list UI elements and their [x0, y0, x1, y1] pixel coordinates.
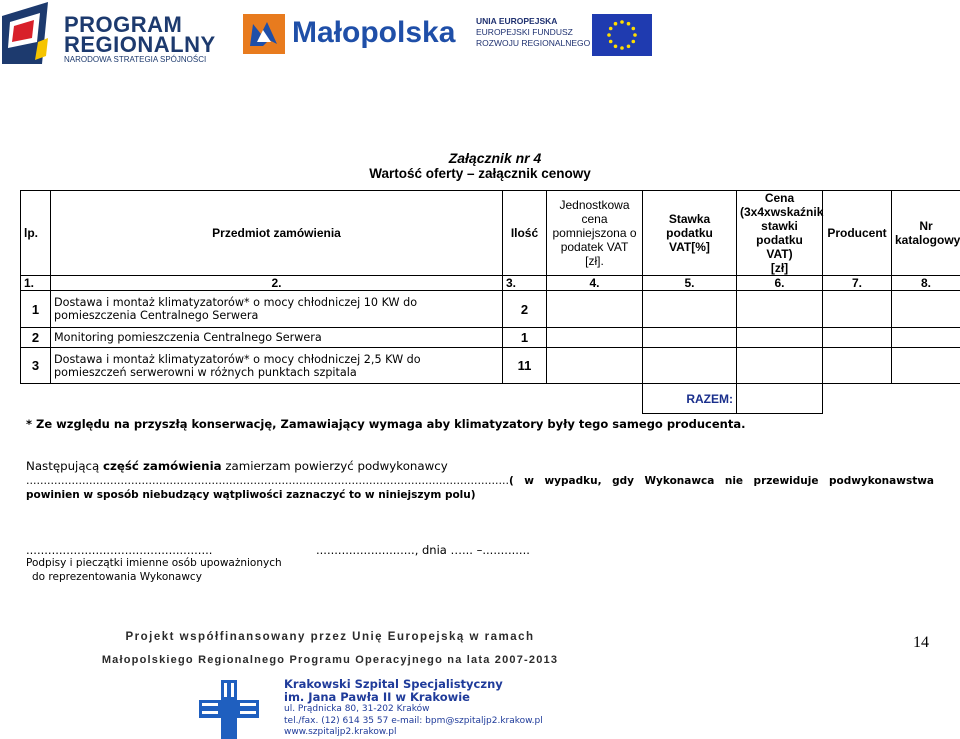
subcontract-bold: część zamówienia: [103, 459, 222, 473]
signature-caption: [26, 556, 282, 584]
row-unit-price-cell[interactable]: [547, 291, 643, 328]
total-label: RAZEM:: [643, 384, 737, 414]
malopolska-emblem-icon: [243, 14, 285, 54]
table-header-row: [21, 191, 960, 276]
subcontract-sentence: [26, 459, 448, 473]
col-number: 6.: [737, 276, 823, 291]
page-number: 14: [913, 634, 929, 651]
hospital-info: [284, 678, 543, 739]
header-price-l1: Cena: [764, 191, 795, 205]
row-price-cell[interactable]: [737, 348, 823, 384]
col-number: 5.: [643, 276, 737, 291]
place-date-line[interactable]: ..........................., dnia …... –.............: [316, 543, 530, 557]
row-price-cell[interactable]: [737, 328, 823, 348]
row-qty: 11: [503, 348, 547, 384]
row-description-line: Dostawa i montaż klimatyzatorów* o mocy chłodniczej 2,5 KW do: [54, 352, 421, 366]
table-total-row: [21, 384, 960, 414]
subcontract-note: ( w wypadku, gdy Wykonawca nie przewiduje podwykonawstwa powinien w sposób niebudzący wątpliwości zaznaczyć to w niniejszym polu): [26, 475, 934, 501]
header-unit-price-l3: podatek VAT: [560, 240, 629, 254]
row-lp: 2: [21, 328, 51, 348]
signature-dots[interactable]: ...................................................: [26, 543, 213, 557]
col-number: 2.: [51, 276, 503, 291]
star-note: * Ze względu na przyszłą konserwację, Zamawiający wymaga aby klimatyzatory były tego samego producenta.: [26, 417, 746, 431]
header-price-l5: [zł]: [770, 261, 789, 275]
row-unit-price-cell[interactable]: [547, 348, 643, 384]
header-catalog-l2: katalogowy: [895, 233, 960, 247]
total-value-cell[interactable]: [737, 384, 823, 414]
row-description: [51, 348, 503, 384]
program-logo-line1: PROGRAM: [64, 12, 183, 37]
header-unit-price-l1: Jednostkowa cena: [559, 198, 630, 226]
hospital-cross-icon: [199, 680, 259, 739]
header-lp: lp.: [21, 191, 51, 276]
eu-logo-line3: ROZWOJU REGIONALNEGO: [476, 38, 591, 48]
row-description-line: pomieszczenia Centralnego Serwera: [54, 309, 259, 322]
col-number: 8.: [892, 276, 960, 291]
row-vat-rate-cell[interactable]: [643, 328, 737, 348]
subcontract-suffix: zamierzam powierzyć podwykonawcy: [221, 459, 448, 473]
row-description-line: Monitoring pomieszczenia Centralnego Serwera: [54, 331, 322, 344]
row-catalog-cell[interactable]: [892, 291, 960, 328]
table-row: [21, 348, 960, 384]
program-regionalny-logo: [2, 2, 214, 64]
row-lp: 1: [21, 291, 51, 328]
hospital-name-line1: Krakowski Szpital Specjalistyczny: [284, 677, 503, 691]
header-unit-price-l2: pomniejszona o: [552, 226, 637, 240]
col-number: 7.: [823, 276, 892, 291]
hospital-address: ul. Prądnicka 80, 31-202 Kraków: [284, 704, 430, 714]
subcontract-prefix: Następującą: [26, 459, 104, 473]
header-catalog: [892, 191, 960, 276]
col-number: 1.: [21, 276, 51, 291]
eu-flag-icon: [592, 14, 652, 56]
row-description: [51, 291, 503, 328]
row-description: [51, 328, 503, 348]
row-producer-cell[interactable]: [823, 291, 892, 328]
table-row: [21, 291, 960, 328]
footer-cofinancing-line: Projekt współfinansowany przez Unię Europejską w ramach: [125, 631, 535, 643]
col-number: 4.: [547, 276, 643, 291]
header-subject: Przedmiot zamówienia: [51, 191, 503, 276]
header-unit-price-l4: [zł].: [585, 254, 604, 268]
annex-title: Załącznik nr 4: [448, 150, 542, 166]
eu-logo-line2: EUROPEJSKI FUNDUSZ: [476, 27, 573, 37]
row-producer-cell[interactable]: [823, 328, 892, 348]
row-lp: 3: [21, 348, 51, 384]
signature-caption-line1: Podpisy i pieczątki imienne osób upoważnionych: [26, 557, 282, 569]
malopolska-logo-text: Małopolska: [292, 16, 456, 49]
row-description-line: pomieszczeń serwerowni w różnych punktach szpitala: [54, 365, 357, 379]
header-price-l4: VAT): [766, 247, 793, 261]
header-vat-rate-l1: Stawka: [668, 212, 711, 226]
program-flag-icon: [2, 2, 56, 64]
subcontract-fill-line: [26, 474, 934, 502]
row-description-line: Dostawa i montaż klimatyzatorów* o mocy chłodniczej 10 KW do: [54, 296, 418, 309]
row-vat-rate-cell[interactable]: [643, 348, 737, 384]
total-spacer: [823, 384, 892, 414]
col-number: 3.: [503, 276, 547, 291]
row-qty: 2: [503, 291, 547, 328]
table-row: [21, 328, 960, 348]
subcontract-dots[interactable]: …………………………………………………………………………………………………………………………: [26, 475, 509, 487]
malopolska-logo: [243, 12, 456, 56]
price-table: [20, 190, 960, 414]
header-catalog-l1: Nr: [919, 219, 933, 233]
hospital-contact[interactable]: tel./fax. (12) 614 35 57 e-mail: bpm@szpitaljp2.krakow.pl: [284, 715, 543, 726]
annex-subtitle: Wartość oferty – załącznik cenowy: [369, 166, 591, 181]
header-unit-price: [547, 191, 643, 276]
hospital-name-line2: im. Jana Pawła II w Krakowie: [284, 690, 470, 704]
signature-caption-line2: do reprezentowania Wykonawcy: [32, 571, 202, 583]
program-logo-line2: REGIONALNY: [64, 32, 216, 57]
eu-logo: [476, 12, 656, 56]
row-vat-rate-cell[interactable]: [643, 291, 737, 328]
header-vat-rate-l2: podatku: [666, 226, 713, 240]
header-price: [737, 191, 823, 276]
total-spacer: [547, 384, 643, 414]
header-price-l2: (3x4xwskaźnik: [740, 205, 824, 219]
footer-program-line: Małopolskiego Regionalnego Programu Operacyjnego na lata 2007-2013: [101, 654, 559, 666]
eu-logo-line1: UNIA EUROPEJSKA: [476, 16, 558, 26]
total-spacer: [21, 384, 51, 414]
total-spacer: [51, 384, 503, 414]
hospital-website[interactable]: www.szpitaljp2.krakow.pl: [284, 727, 397, 737]
program-logo-line3: NARODOWA STRATEGIA SPÓJNOŚCI: [64, 55, 207, 64]
row-qty: 1: [503, 328, 547, 348]
header-price-l3: stawki podatku: [756, 219, 803, 247]
row-catalog-cell[interactable]: [892, 328, 960, 348]
header-qty: Ilość: [503, 191, 547, 276]
row-unit-price-cell[interactable]: [547, 328, 643, 348]
table-numbering-row: [21, 276, 960, 291]
header-producer: Producent: [823, 191, 892, 276]
total-spacer: [892, 384, 960, 414]
header-vat-rate-l3: VAT[%]: [669, 240, 710, 254]
total-spacer: [503, 384, 547, 414]
row-producer-cell[interactable]: [823, 348, 892, 384]
row-price-cell[interactable]: [737, 291, 823, 328]
header-vat-rate: [643, 191, 737, 276]
row-catalog-cell[interactable]: [892, 348, 960, 384]
